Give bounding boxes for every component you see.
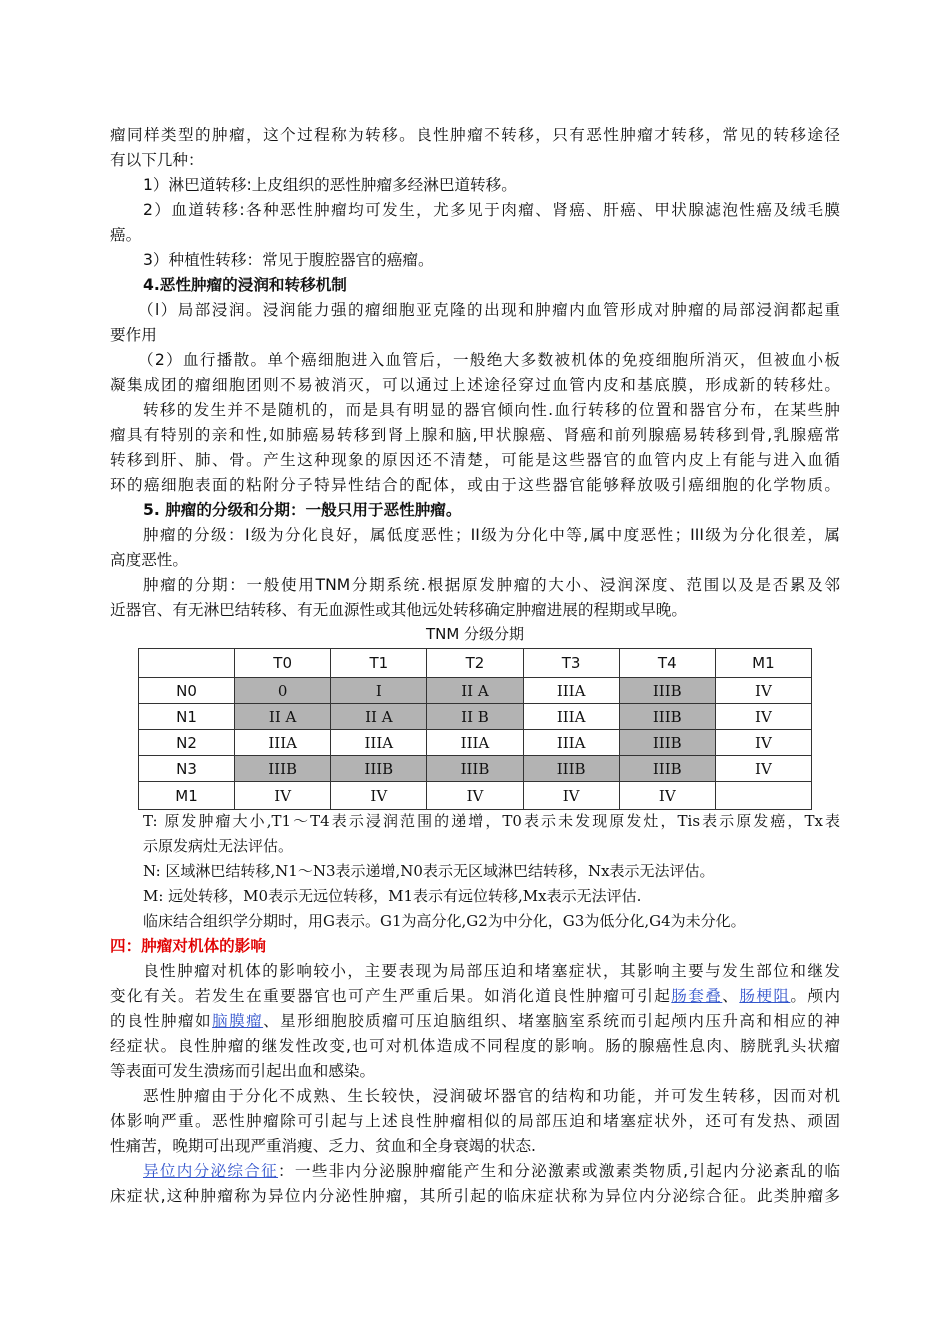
stage-cell <box>331 678 427 704</box>
text-segment: 。颅内 <box>790 987 840 1005</box>
section-heading: 5. 肿瘤的分级和分期：一般只用于恶性肿瘤。 <box>143 501 462 519</box>
stage-value: IIIB <box>652 759 682 778</box>
text-line: 经症状。良性肿瘤的继发性改变,也可对机体造成不同程度的影响。肠的腺癌性息肉、膀胱乳头状瘤 <box>110 1037 840 1055</box>
stage-value: IIIB <box>652 733 682 752</box>
text-segment: ：一些非内分泌腺肿瘤能产生和分泌激素或激素类物质,引起内分泌紊乱的临 <box>278 1162 840 1180</box>
text-line: 转移的发生并不是随机的，而是具有明显的器官倾向性.血行转移的位置和器官分布，在某些肿 <box>143 401 840 419</box>
stage-cell <box>235 730 331 756</box>
stage-cell <box>235 704 331 730</box>
text-line <box>143 1159 840 1184</box>
column-header <box>139 649 235 678</box>
text-line: 有以下几种： <box>110 151 204 169</box>
text-line: 3）种植性转移：常见于腹腔器官的癌瘤。 <box>143 251 434 269</box>
stage-cell <box>235 678 331 704</box>
text-segment: 变化有关。若发生在重要器官也可产生严重后果。如消化道良性肿瘤可引起 <box>110 987 672 1005</box>
stage-cell <box>619 756 715 782</box>
text-segment: 、星形细胞胶质瘤可压迫脑组织、堵塞脑室系统而引起颅内压升高和相应的神 <box>263 1012 840 1030</box>
text-line: 良性肿瘤对机体的影响较小，主要表现为局部压迫和堵塞症状，其影响主要与发生部位和继发 <box>143 962 840 980</box>
stage-cell <box>331 782 427 810</box>
stage-value: II A <box>365 707 393 726</box>
stage-value: IIIB <box>268 759 298 778</box>
text-line <box>110 984 840 1009</box>
stage-cell <box>715 704 811 730</box>
stage-cell <box>715 678 811 704</box>
section-heading: 四：肿瘤对机体的影响 <box>110 937 266 955</box>
table-row <box>139 756 812 782</box>
stage-cell <box>619 678 715 704</box>
stage-value: IV <box>562 786 580 805</box>
stage-cell <box>331 704 427 730</box>
column-header: T2 <box>427 649 523 678</box>
text-line: 转移到肝、肺、骨。产生这种现象的原因还不清楚，可能是这些器官的血管内皮上有能与进入血循 <box>110 451 840 469</box>
text-line: 近器官、有无淋巴结转移、有无血源性或其他远处转移确定肿瘤进展的程期或早晚。 <box>110 601 687 619</box>
stage-value: IV <box>755 733 772 752</box>
text-line: 环的癌细胞表面的粘附分子特异性结合的配体，或由于这些器官能够释放吸引癌细胞的化学物质。 <box>110 476 840 494</box>
stage-cell <box>523 678 619 704</box>
stage-value: IIIA <box>556 681 586 700</box>
row-header: N0 <box>139 678 235 704</box>
stage-value: IIIA <box>364 733 394 752</box>
text-line: 等表面可发生溃疡而引起出血和感染。 <box>110 1062 376 1080</box>
stage-value: II A <box>268 707 297 726</box>
stage-value: I <box>375 681 382 700</box>
text-line: 肿瘤的分期：一般使用TNM分期系统.根据原发肿瘤的大小、浸润深度、范围以及是否累及邻 <box>143 576 840 594</box>
stage-value: IV <box>466 786 484 805</box>
row-header: N2 <box>139 730 235 756</box>
text-line: （2）血行播散。单个癌细胞进入血管后，一般绝大多数被机体的免疫细胞所消灭，但被血小板 <box>138 351 840 369</box>
stage-cell <box>427 704 523 730</box>
stage-cell <box>235 756 331 782</box>
text-line: 癌。 <box>110 226 142 244</box>
stage-cell <box>427 782 523 810</box>
stage-cell <box>523 782 619 810</box>
text-line: 凝集成团的瘤细胞团则不易被消灭，可以通过上述途径穿过血管内皮和基底膜，形成新的转移灶。 <box>110 376 840 394</box>
stage-value: IIIA <box>268 733 297 752</box>
term-link[interactable]: 异位内分泌综合征 <box>143 1162 279 1180</box>
stage-cell <box>715 730 811 756</box>
stage-value: IIIB <box>364 759 394 778</box>
stage-value: II B <box>461 707 489 726</box>
text-line: 临床结合组织学分期时，用G表示。G1为高分化,G2为中分化，G3为低分化,G4为未分化。 <box>143 912 746 930</box>
stage-cell <box>715 756 811 782</box>
column-header: T0 <box>235 649 331 678</box>
text-segment: 、 <box>722 987 740 1005</box>
text-line: 1）淋巴道转移:上皮组织的恶性肿瘤多经淋巴道转移。 <box>143 176 517 194</box>
column-header: T3 <box>523 649 619 678</box>
stage-value: IIIB <box>652 707 682 726</box>
stage-cell <box>331 756 427 782</box>
text-line: 肿瘤的分级：I级为分化良好，属低度恶性；II级为分化中等,属中度恶性；III级为分化很差，属 <box>143 526 840 544</box>
text-line: N: 区域淋巴结转移,N1～N3表示递增,N0表示无区域淋巴结转移，Nx表示无法评估。 <box>143 862 715 880</box>
table-row <box>139 704 812 730</box>
stage-value: IIIA <box>556 733 586 752</box>
row-header: M1 <box>139 782 235 810</box>
column-header: T1 <box>331 649 427 678</box>
column-header: M1 <box>715 649 811 678</box>
stage-value: IV <box>274 786 292 805</box>
term-link[interactable]: 肠套叠 <box>671 987 723 1005</box>
stage-cell <box>619 704 715 730</box>
text-line: 要作用 <box>110 326 157 344</box>
stage-cell <box>523 704 619 730</box>
stage-value: IIIA <box>460 733 490 752</box>
text-line: 示原发病灶无法评估。 <box>143 837 294 855</box>
text-line: 2）血道转移:各种恶性肿瘤均可发生，尤多见于肉瘤、肾癌、肝癌、甲状腺滤泡性癌及绒毛膜 <box>143 201 840 219</box>
text-line: （l）局部浸润。浸润能力强的瘤细胞亚克隆的出现和肿瘤内血管形成对肿瘤的局部浸润都起重 <box>138 301 840 319</box>
text-line: 床症状,这种肿瘤称为异位内分泌性肿瘤，其所引起的临床症状称为异位内分泌综合征。此类肿瘤多 <box>110 1187 840 1205</box>
stage-value: IV <box>755 759 772 778</box>
stage-cell <box>427 756 523 782</box>
stage-cell <box>427 730 523 756</box>
table-row <box>139 782 812 810</box>
stage-value: IIIA <box>556 707 586 726</box>
text-segment: 的良性肿瘤如 <box>110 1012 213 1030</box>
row-header: N1 <box>139 704 235 730</box>
term-link[interactable]: 脑膜瘤 <box>212 1012 264 1030</box>
stage-value: IIIB <box>460 759 490 778</box>
table-caption: TNM 分级分期 <box>425 625 525 643</box>
stage-cell <box>523 730 619 756</box>
table-row <box>139 730 812 756</box>
term-link[interactable]: 肠梗阻 <box>739 987 791 1005</box>
text-line: 高度恶性。 <box>110 551 188 569</box>
row-header: N3 <box>139 756 235 782</box>
text-line: T: 原发肿瘤大小,T1～T4表示浸润范围的递增，T0表示未发现原发灶，Tis表示原发癌，Tx表 <box>143 812 840 830</box>
stage-cell <box>715 782 811 810</box>
stage-cell <box>427 678 523 704</box>
section-heading: 4.恶性肿瘤的浸润和转移机制 <box>143 276 347 294</box>
text-line: M: 远处转移，M0表示无远位转移，M1表示有远位转移,Mx表示无法评估. <box>143 887 642 905</box>
stage-value: IIIB <box>652 681 682 700</box>
tnm-staging-table <box>138 648 812 810</box>
stage-value: IV <box>755 681 772 700</box>
stage-value: IV <box>370 786 388 805</box>
text-line: 瘤同样类型的肿瘤，这个过程称为转移。良性肿瘤不转移，只有恶性肿瘤才转移，常见的转移途径 <box>110 126 840 144</box>
text-line: 性痛苦，晚期可出现严重消瘦、乏力、贫血和全身衰竭的状态. <box>110 1137 536 1155</box>
stage-cell <box>619 730 715 756</box>
stage-value: IV <box>755 707 772 726</box>
text-line <box>110 1009 840 1034</box>
text-line: 瘤具有特别的亲和性,如肺癌易转移到肾上腺和脑,甲状腺癌、肾癌和前列腺癌易转移到骨,乳腺癌常 <box>110 426 840 444</box>
stage-cell <box>619 782 715 810</box>
stage-value: IV <box>658 786 676 805</box>
text-line: 体影响严重。恶性肿瘤除可引起与上述良性肿瘤相似的局部压迫和堵塞症状外，还可有发热、顽固 <box>110 1112 840 1130</box>
stage-cell <box>523 756 619 782</box>
stage-value: 0 <box>277 681 288 700</box>
column-header: T4 <box>619 649 715 678</box>
table-row <box>139 678 812 704</box>
stage-cell <box>235 782 331 810</box>
text-line: 恶性肿瘤由于分化不成熟、生长较快，浸润破坏器官的结构和功能，并可发生转移，因而对机 <box>143 1087 840 1105</box>
stage-value: IIIB <box>556 759 586 778</box>
stage-value: II A <box>461 681 489 700</box>
stage-cell <box>331 730 427 756</box>
